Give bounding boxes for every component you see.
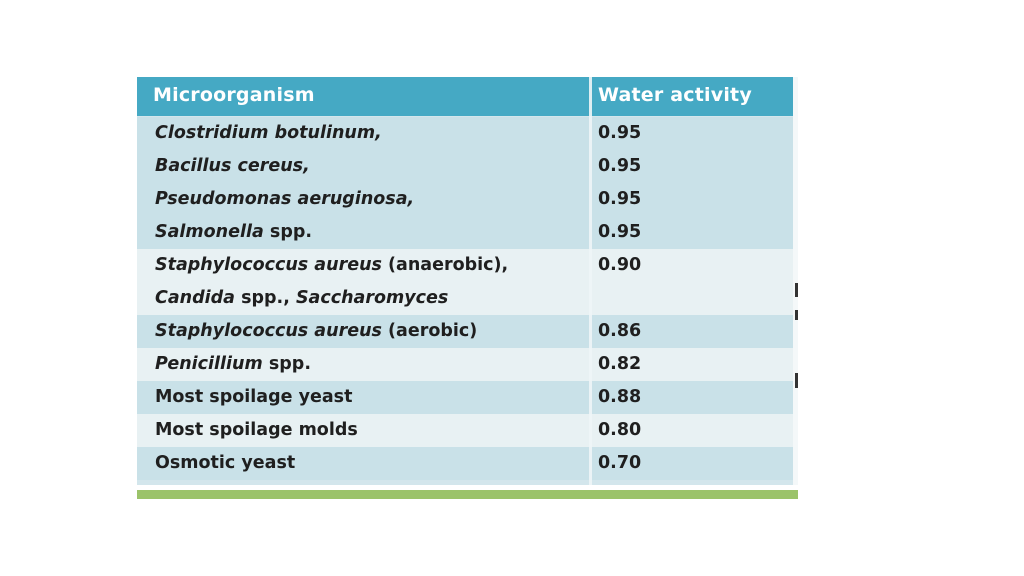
microorganism-cell [155,414,358,447]
water-activity-cell: 0.95 [598,156,642,176]
italic-text: Pseudomonas aeruginosa, [155,189,415,209]
microorganism-cell [155,249,508,282]
table-row [137,216,793,249]
microorganism-cell [155,216,312,249]
plain-text: (anaerobic), [381,255,509,275]
table-row [137,381,793,414]
table-row [137,117,793,150]
microorganism-cell [155,381,352,414]
water-activity-cell: 0.95 [598,189,642,209]
italic-text: Clostridium botulinum, [155,123,382,143]
microorganism-cell [155,183,414,216]
table-row [137,150,793,183]
italic-text: Staphylococcus aureus [155,255,382,275]
water-activity-cell: 0.90 [598,255,642,275]
plain-text: spp., [234,288,296,308]
edge-mark [795,283,798,297]
microorganism-cell [155,447,295,480]
table-row [137,282,793,315]
microorganism-cell [155,282,448,315]
microorganism-cell [155,315,477,348]
table-row [137,414,793,447]
microorganism-cell [155,117,382,150]
table-row [137,183,793,216]
plain-text: spp. [262,354,311,374]
plain-text: Osmotic yeast [155,453,296,473]
green-accent-bar [137,490,798,499]
header-water-activity: Water activity [598,84,752,106]
water-activity-cell: 0.82 [598,354,642,374]
header-microorganism: Microorganism [153,84,315,106]
water-activity-cell: 0.86 [598,321,642,341]
italic-text: Saccharomyces [295,288,449,308]
water-activity-cell: 0.88 [598,387,642,407]
microorganism-cell [155,348,311,381]
table-row [137,315,793,348]
italic-text: Salmonella [155,222,264,242]
italic-text: Candida [155,288,235,308]
plain-text: Most spoilage yeast [155,387,353,407]
water-activity-table [137,77,798,500]
table-row [137,348,793,381]
water-activity-cell: 0.70 [598,453,642,473]
edge-mark [795,310,798,320]
italic-text: Staphylococcus aureus [155,321,382,341]
italic-text: Bacillus cereus, [155,156,310,176]
italic-text: Penicillium [155,354,263,374]
column-divider [589,77,592,485]
table-header-row [137,77,793,116]
table-row [137,447,793,480]
plain-text: Most spoilage molds [155,420,358,440]
table-row [137,249,793,282]
water-activity-cell: 0.95 [598,123,642,143]
table-right-edge [793,77,798,485]
plain-text: (aerobic) [381,321,478,341]
water-activity-cell: 0.80 [598,420,642,440]
water-activity-cell: 0.95 [598,222,642,242]
edge-mark [795,373,798,388]
microorganism-cell [155,150,310,183]
plain-text: spp. [263,222,313,242]
